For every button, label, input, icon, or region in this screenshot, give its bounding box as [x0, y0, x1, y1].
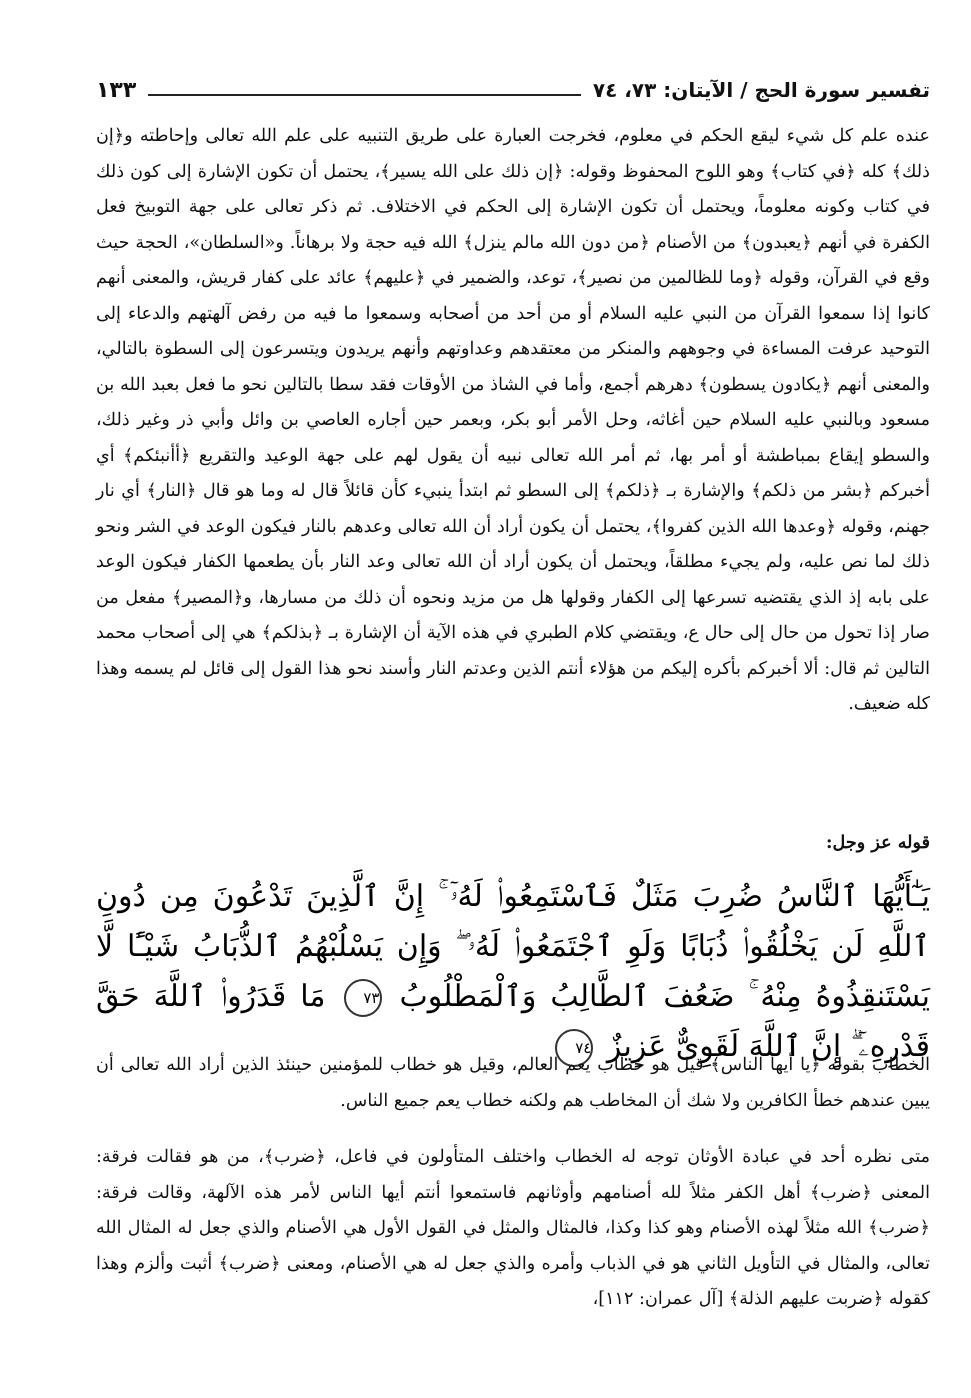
quran-verse-block: [96, 872, 930, 1072]
verse-number-73: ٧٣: [344, 979, 382, 1017]
commentary-paragraph-2: الخطاب بقوله ﴿يا أيها الناس﴾ قيل هو خطاب يعم العالم، وقيل هو خطاب للمؤمنين حينئذ الذين أراد الله تعالى أن يبين عندهم خطأ الكافرين ولا شك أن المخاطب هم ولكنه خطاب يعم جميع الناس.: [96, 1055, 930, 1111]
chapter-title: تفسير سورة الحج / الآيتان: ٧٣، ٧٤: [592, 78, 930, 102]
verse-lead-in: قوله عز وجل:: [826, 832, 930, 853]
header-rule: [148, 94, 581, 96]
verse-text-73: يَـٰٓأَيُّهَا ٱلنَّاسُ ضُرِبَ مَثَلٌ فَٱسْتَمِعُوا۟ لَهُۥٓ ۚ إِنَّ ٱلَّذِينَ تَدْعُونَ مِن دُونِ ٱللَّهِ لَن يَخْلُقُوا۟ ذُبَابًا وَلَوِ ٱجْتَمَعُوا۟ لَهُۥ ۖ وَإِن يَسْلُبْهُمُ ٱلذُّبَابُ شَيْـًٔا لَّا يَسْتَنقِذُوهُ مِنْهُ ۚ ضَعُفَ ٱلطَّالِبُ وَٱلْمَطْلُوبُ: [96, 879, 930, 1014]
verse-text-74: مَا قَدَرُوا۟ ٱللَّهَ حَقَّ قَدْرِهِۦٓ ۗ إِنَّ ٱللَّهَ لَقَوِىٌّ عَزِيزٌ: [96, 979, 930, 1064]
commentary-paragraph-1: عنده علم كل شيء ليقع الحكم في معلوم، فخرجت العبارة على طريق التنبيه على علم الله تعالى وإحاطته و﴿إن ذلك﴾ كله ﴿في كتاب﴾ وهو اللوح المحفوظ وقوله: ﴿إن ذلك على الله يسير﴾، يحتمل أن تكون الإشارة إلى كون ذلك في كتاب وكونه معلوماً، ويحتمل أن تكون الإشارة إلى الحكم في الاختلاف. ثم ذكر تعالى على جهة التوبيخ فعل الكفرة في أنهم ﴿يعبدون﴾ من الأصنام ﴿من دون الله مالم ينزل﴾ الله فيه حجة ولا برهاناً. و«السلطان»، الحجة حيث وقع في القرآن، وقوله ﴿وما للظالمين من نصير﴾، توعد، والضمير في ﴿عليهم﴾ عائد على كفار قريش، والمعنى أنهم كانوا إذا سمعوا القرآن من النبي عليه السلام أو من أحد من أصحابه وسمعوا ما فيه من رفض آلهتهم والدعاء إلى التوحيد عرفت المساءة في وجوههم والمنكر من معتقدهم وعداوتهم وأنهم يريدون ويتسرعون إلى السطوة بالتالي، والمعنى أنهم ﴿يكادون يسطون﴾ دهرهم أجمع، وأما في الشاذ من الأوقات فقد سطا بالتالين نحو ما فعل بعبد الله بن مسعود وبالنبي عليه السلام حين أغاثه، وحل الأمر أبو بكر، وبعمر حين أجاره العاصي بن وائل وأبي ذر وغير ذلك، والسطو إيقاع بمباطشة أو أمر بها، ثم أمر الله تعالى نبيه أن يقول لهم على جهة الوعيد والتقريع ﴿أأنبئكم﴾ أي أخبركم ﴿بشر من ذلكم﴾ والإشارة بـ ﴿ذلكم﴾ إلى السطو ثم ابتدأ ينبيء كأن قائلاً قال له وما هو قال ﴿النار﴾ أي نار جهنم، وقوله ﴿وعدها الله الذين كفروا﴾، يحتمل أن يكون أراد أن الله تعالى وعدهم بالنار فيكون الوعد في الشر ونحو ذلك لما نص عليه، ولم يجيء مطلقاً، ويحتمل أن يكون أراد أن الله تعالى وعد النار بأن يطعمها الكفار فيكون الوعد على بابه إذ الذي يقتضيه تسرعها إلى الكفار وقولها هل من مزيد ونحوه أن ذلك من مسارها، و﴿المصير﴾ مفعل من صار إذا تحول من حال إلى حال ع، ويقتضي كلام الطبري في هذه الآية أن الإشارة بـ ﴿بذلكم﴾ هي إلى أصحاب محمد التالين ثم قال: ألا أخبركم بأكره إليكم من هؤلاء أنتم الذين وعدتم النار وأسند نحو هذا القول إلى قائل لم يسمه وهذا كله ضعيف.: [96, 126, 930, 714]
running-header: [96, 70, 930, 110]
book-page: [96, 0, 930, 1398]
page-number: ١٣٣: [96, 77, 137, 103]
verse-number-74: ٧٤: [555, 1029, 593, 1067]
commentary-paragraph-3: متى نظره أحد في عبادة الأوثان توجه له الخطاب واختلف المتأولون في فاعل، ﴿ضرب﴾، من هو فقالت فرقة: المعنى ﴿ضرب﴾ أهل الكفر مثلاً لله أصنامهم وأوثانهم فاستمعوا أنتم أيها الناس لأمر هذه الآلهة، وقالت فرقة: ﴿ضرب﴾ الله مثلاً لهذه الأصنام وهو كذا وكذا، فالمثال والمثل في القول الأول هي الأصنام والذي جعل له المثال الله تعالى، والمثال في التأويل الثاني هو في الذباب وأمره والذي جعل له هي الأصنام، ومعنى ﴿ضرب﴾ أثبت وألزم وهذا كقوله ﴿ضربت عليهم الذلة﴾ [آل عمران: ١١٢]،: [96, 1147, 930, 1309]
